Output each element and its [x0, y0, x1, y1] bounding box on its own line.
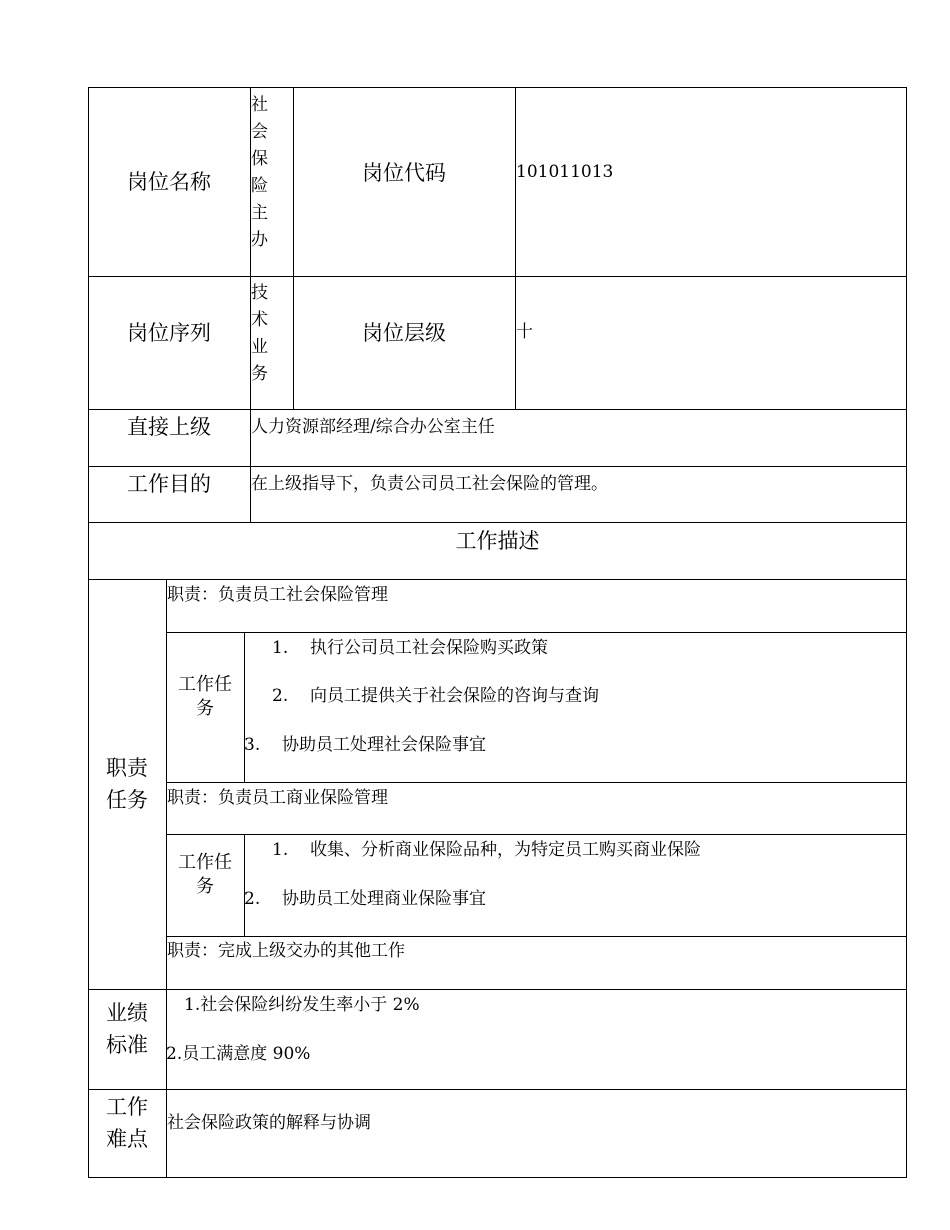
task-label-line-2: 务	[196, 876, 214, 897]
task-text: 协助员工处理商业保险事宜	[282, 889, 486, 909]
task-number: 2.	[244, 889, 261, 909]
superior-value: 人力资源部经理/综合办公室主任	[251, 417, 495, 437]
duty-1: 职责：负责员工社会保险管理	[167, 585, 388, 605]
post-name-value-text: 社会保险主办	[251, 95, 268, 250]
task-label-line-2: 务	[196, 698, 214, 719]
description-title: 工作描述	[455, 529, 540, 553]
duty-2-task-1	[272, 839, 701, 861]
duty-1-task-3	[244, 734, 486, 756]
post-series-label: 岗位序列	[127, 321, 211, 345]
post-series-value	[251, 280, 271, 388]
task-label-line-1: 工作任	[178, 674, 232, 695]
difficulty-label	[88, 1089, 166, 1157]
task-number: 2.	[272, 686, 289, 706]
post-level-label: 岗位层级	[362, 321, 446, 345]
task-number: 1.	[272, 840, 289, 860]
duties-side-label-1: 职责	[106, 756, 148, 780]
task-number: 3.	[244, 735, 261, 755]
duty-2-task-label	[166, 834, 244, 916]
post-level-value: 十	[516, 322, 533, 342]
performance-label-2: 标准	[106, 1033, 148, 1057]
task-number: 1.	[272, 638, 289, 658]
performance-label-1: 业绩	[106, 1001, 148, 1025]
duty-1-task-1	[272, 637, 548, 659]
duty-2: 职责：负责员工商业保险管理	[167, 788, 388, 808]
duties-side-label	[88, 579, 166, 989]
duty-2-task-2	[244, 888, 486, 910]
task-text: 向员工提供关于社会保险的咨询与查询	[310, 686, 599, 706]
duty-1-task-label	[166, 632, 244, 762]
post-name-label: 岗位名称	[127, 169, 211, 194]
performance-item-1: 1.社会保险纠纷发生率小于 2%	[184, 995, 420, 1015]
post-name-value	[251, 92, 271, 254]
post-series-value-text: 技术业务	[251, 283, 268, 384]
task-label-line-1: 工作任	[178, 852, 232, 873]
task-text: 执行公司员工社会保险购买政策	[310, 638, 548, 658]
post-code-label: 岗位代码	[362, 161, 446, 185]
difficulty-text: 社会保险政策的解释与协调	[167, 1113, 371, 1133]
purpose-label: 工作目的	[127, 472, 211, 496]
duties-side-label-2: 任务	[106, 788, 148, 812]
duty-1-task-2	[272, 685, 599, 707]
post-code-value: 101011013	[516, 162, 614, 182]
difficulty-label-1: 工作	[106, 1095, 148, 1119]
purpose-value: 在上级指导下，负责公司员工社会保险的管理。	[251, 474, 608, 494]
difficulty-label-2: 难点	[106, 1127, 148, 1151]
performance-label	[88, 989, 166, 1069]
task-text: 协助员工处理社会保险事宜	[282, 735, 486, 755]
duty-3: 职责：完成上级交办的其他工作	[167, 941, 405, 961]
superior-label: 直接上级	[127, 415, 211, 439]
performance-item-2: 2.员工满意度 90%	[166, 1044, 311, 1064]
task-text: 收集、分析商业保险品种，为特定员工购买商业保险	[310, 840, 701, 860]
